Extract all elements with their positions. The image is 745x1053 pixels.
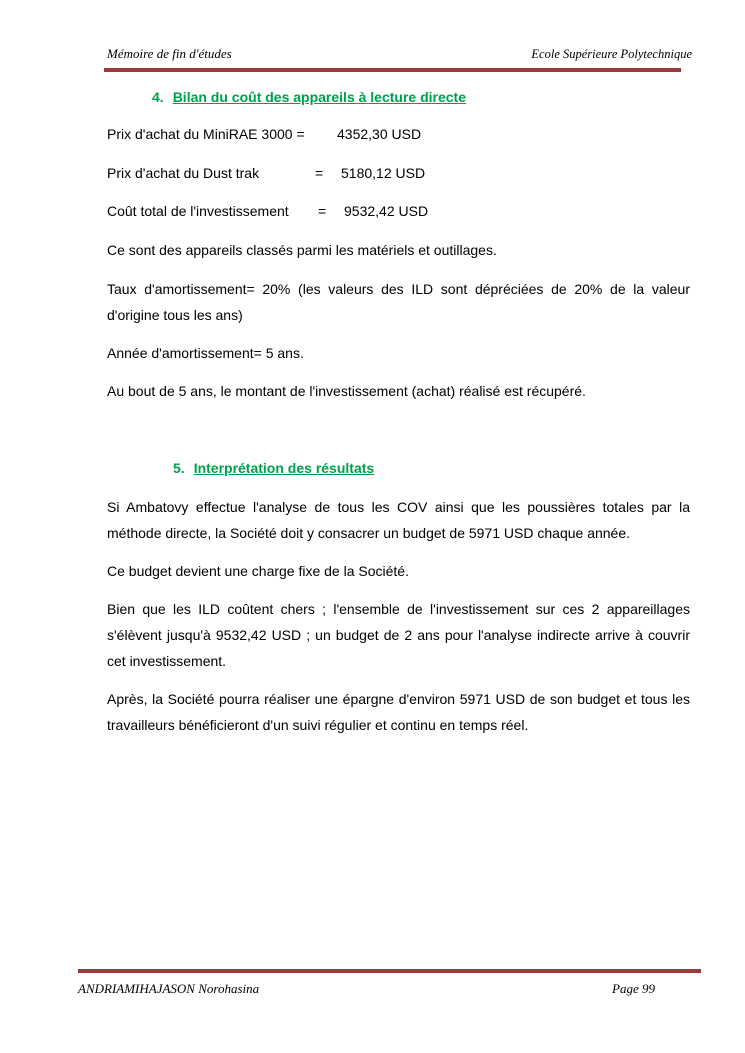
footer-author: ANDRIAMIHAJASON Norohasina (78, 981, 260, 996)
section-5-paragraph-1: Si Ambatovy effectue l'analyse de tous les COV ainsi que les poussières totales par la méthode directe, la Société doit y consacrer un budget de 5971 USD chaque année. (107, 499, 690, 541)
price-dusttrak-equals: = (315, 165, 324, 181)
section-5-paragraph-3: Bien que les ILD coûtent chers ; l'ensemble de l'investissement sur ces 2 appareillages s'élèvent jusqu'à 9532,42 USD ; un budget de 2 ans pour l'analyse indirecte arrive à couvrir cet investissement. (107, 601, 690, 669)
section-4-paragraph-3: Année d'amortissement= 5 ans. (107, 345, 304, 361)
section-5-number: 5. (173, 460, 185, 476)
price-minirae-value: 4352,30 USD (337, 126, 422, 142)
section-4-heading (152, 89, 466, 105)
section-5-heading (173, 460, 374, 476)
price-dusttrak-line (107, 165, 426, 182)
price-dusttrak-label: Prix d'achat du Dust trak (107, 165, 260, 181)
section-4-number: 4. (152, 89, 164, 105)
header-document-title: Mémoire de fin d'études (107, 46, 232, 61)
header-rule (104, 68, 681, 72)
section-5-paragraph-2: Ce budget devient une charge fixe de la Société. (107, 563, 409, 579)
price-minirae-label: Prix d'achat du MiniRAE 3000 = (107, 126, 305, 142)
section-5-title: Interprétation des résultats (193, 460, 375, 476)
price-minirae-line (107, 126, 422, 143)
section-5-paragraph-4: Après, la Société pourra réaliser une épargne d'environ 5971 USD de son budget et tous les travailleurs bénéficieront d'un suivi régulier et continu en temps réel. (107, 691, 690, 733)
price-dusttrak-value: 5180,12 USD (341, 165, 426, 181)
section-4-paragraph-1: Ce sont des appareils classés parmi les matériels et outillages. (107, 242, 497, 258)
section-4-paragraph-4: Au bout de 5 ans, le montant de l'investissement (achat) réalisé est récupéré. (107, 383, 586, 399)
section-4-title: Bilan du coût des appareils à lecture directe (172, 89, 467, 105)
header-school-name: Ecole Supérieure Polytechnique (531, 47, 692, 61)
total-investment-value: 9532,42 USD (344, 203, 429, 219)
footer-rule (78, 969, 701, 973)
section-4-paragraph-2: Taux d'amortissement= 20% (les valeurs des ILD sont dépréciées de 20% de la valeur d'origine tous les ans) (107, 281, 690, 323)
footer-page-number: Page 99 (612, 981, 655, 996)
total-investment-equals: = (318, 203, 327, 219)
total-investment-line (107, 203, 429, 220)
total-investment-label: Coût total de l'investissement (107, 203, 289, 219)
